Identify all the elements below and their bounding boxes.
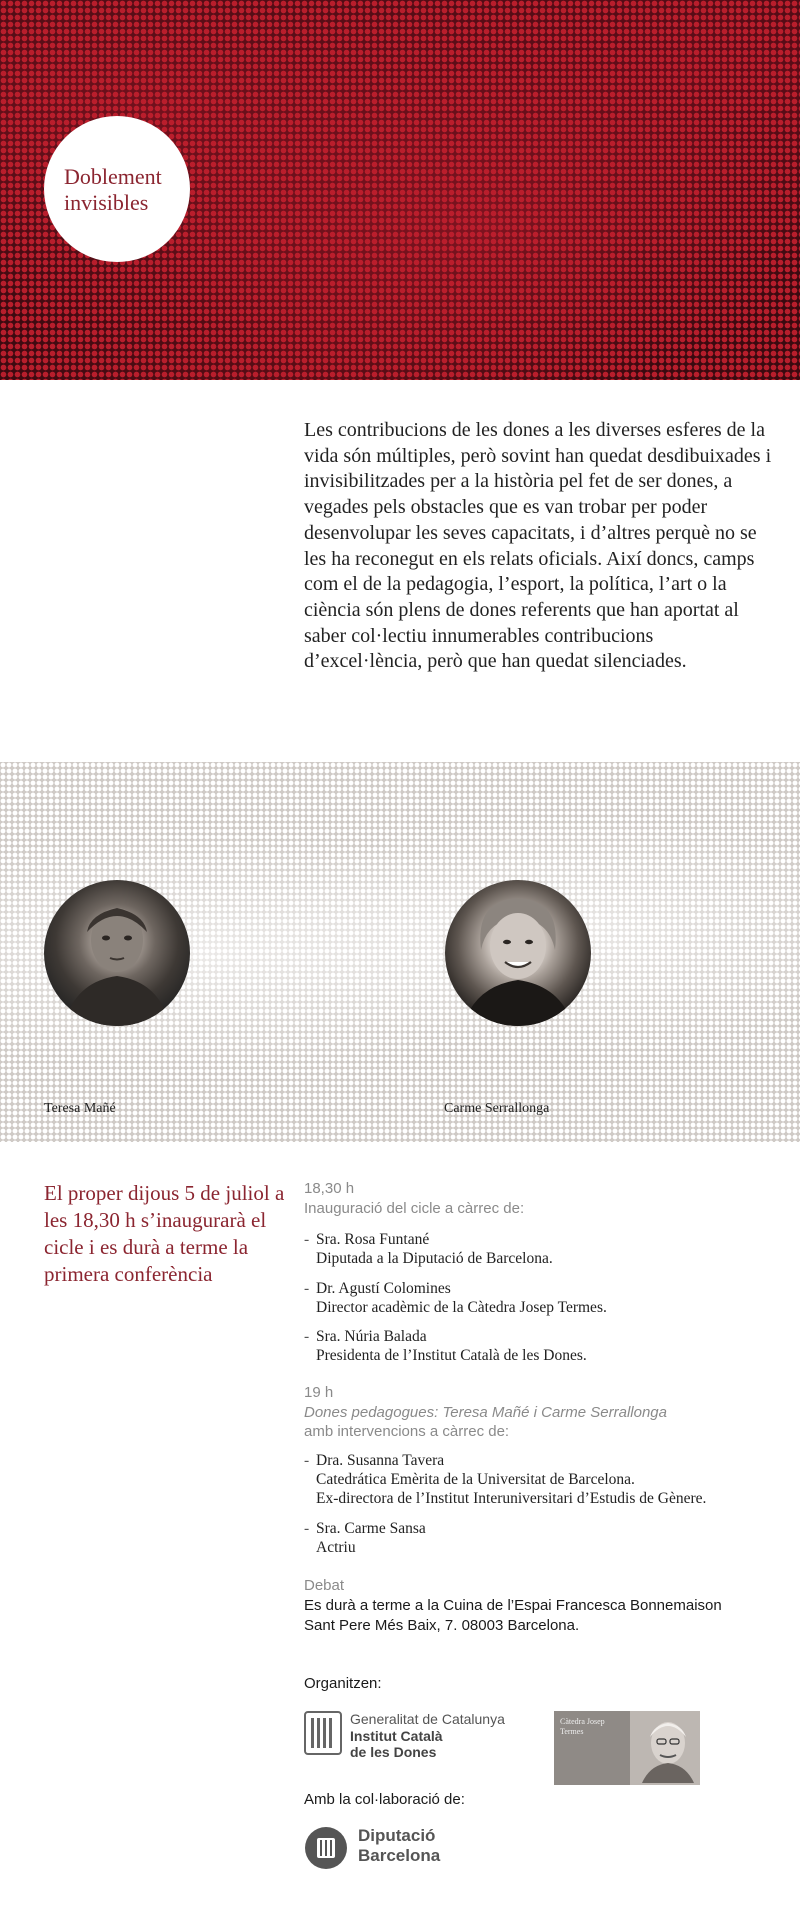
speaker-name: Dr. Agustí Colomines bbox=[316, 1280, 451, 1297]
logo-institut-catala-dones bbox=[304, 1707, 544, 1761]
speaker-role: Ex-directora de l’Institut Interuniversitari d’Estudis de Gènere. bbox=[316, 1490, 707, 1507]
diputacio-emblem-icon bbox=[304, 1826, 348, 1870]
speaker-role: Director acadèmic de la Càtedra Josep Termes. bbox=[316, 1299, 607, 1316]
announcement: El proper dijous 5 de juliol a les 18,30 h s’inaugurarà el cicle i es durà a terme la primera conferència bbox=[44, 1181, 285, 1286]
logo2-text: Càtedra Josep Termes bbox=[560, 1717, 605, 1736]
session-subtitle: Inauguració del cicle a càrrec de: bbox=[304, 1200, 525, 1217]
speaker-role: Actriu bbox=[316, 1539, 356, 1556]
debate-venue: Es durà a terme a la Cuina de l’Espai Francesca Bonnemaison bbox=[304, 1597, 722, 1614]
session-title: Dones pedagogues: Teresa Mañé i Carme Serrallonga bbox=[304, 1404, 667, 1421]
session-time: 18,30 h bbox=[304, 1180, 355, 1197]
logo3-line2: Barcelona bbox=[358, 1846, 441, 1865]
portrait-caption: Teresa Mañé bbox=[44, 1101, 116, 1116]
speaker-item: - Dr. Agustí Colomines Director acadèmic de la Càtedra Josep Termes. bbox=[304, 1279, 774, 1317]
session-time: 19 h bbox=[304, 1384, 334, 1401]
debate-label: Debat bbox=[304, 1577, 345, 1594]
speaker-role: Diputada a la Diputació de Barcelona. bbox=[316, 1250, 553, 1267]
logo1-line2: Institut Català bbox=[350, 1728, 443, 1744]
logo1-line1: Generalitat de Catalunya bbox=[350, 1711, 505, 1727]
speaker-name: Sra. Rosa Funtané bbox=[316, 1231, 430, 1248]
speaker-name: Sra. Núria Balada bbox=[316, 1328, 427, 1345]
speaker-item: - Sra. Carme Sansa Actriu bbox=[304, 1519, 774, 1557]
debate-address: Sant Pere Més Baix, 7. 08003 Barcelona. bbox=[304, 1617, 580, 1634]
collaboration-label: Amb la col·laboració de: bbox=[304, 1791, 465, 1808]
logo3-line1: Diputació bbox=[358, 1826, 436, 1845]
speaker-role: Presidenta de l’Institut Català de les Dones. bbox=[316, 1347, 587, 1364]
speaker-item: - Sra. Núria Balada Presidenta de l’Institut Català de les Dones. bbox=[304, 1327, 774, 1365]
intro-paragraph: Les contribucions de les dones a les diverses esferes de la vida són múltiples, però sovint han quedat desdibuixades i invisibilitzades per a la història pel fet de ser dones, a vegades pels obstacles que es van trobar per poder desenvolupar les seves capacitats, i d’altres perquè no se les ha reconegut en els relats oficials. Així doncs, camps com el de la pedagogia, l’esport, la política, l’art o la ciència són plens de dones referents que han aportat al saber col·lectiu innumerables contribucions d’excel·lència, però que han quedat silenciades. bbox=[304, 419, 772, 673]
logo-diputacio-barcelona bbox=[304, 1824, 464, 1870]
logo-catedra-josep-termes bbox=[554, 1711, 700, 1785]
session-subtitle: amb intervencions a càrrec de: bbox=[304, 1423, 510, 1440]
logo1-line3: de les Dones bbox=[350, 1744, 437, 1760]
josep-termes-portrait-icon bbox=[638, 1713, 696, 1783]
portraits-divider bbox=[399, 762, 401, 1142]
speaker-item: - Sra. Rosa Funtané Diputada a la Diputació de Barcelona. bbox=[304, 1230, 774, 1268]
page-title: Doblement invisibles bbox=[64, 164, 162, 215]
portrait-teresa-mane bbox=[44, 880, 190, 1026]
speaker-name: Sra. Carme Sansa bbox=[316, 1520, 426, 1537]
speaker-role: Catedrática Emèrita de la Universitat de Barcelona. bbox=[316, 1471, 635, 1488]
portrait-carme-serrallonga bbox=[445, 880, 591, 1026]
portrait-caption: Carme Serrallonga bbox=[444, 1101, 550, 1116]
speaker-item: - Dra. Susanna Tavera Catedrática Emèrita de la Universitat de Barcelona. Ex-directora de l’Institut Interuniversitari d’Estudis de Gènere. bbox=[304, 1451, 784, 1508]
generalitat-emblem-icon bbox=[304, 1711, 342, 1755]
organizers-label: Organitzen: bbox=[304, 1675, 382, 1692]
speaker-name: Dra. Susanna Tavera bbox=[316, 1452, 445, 1469]
